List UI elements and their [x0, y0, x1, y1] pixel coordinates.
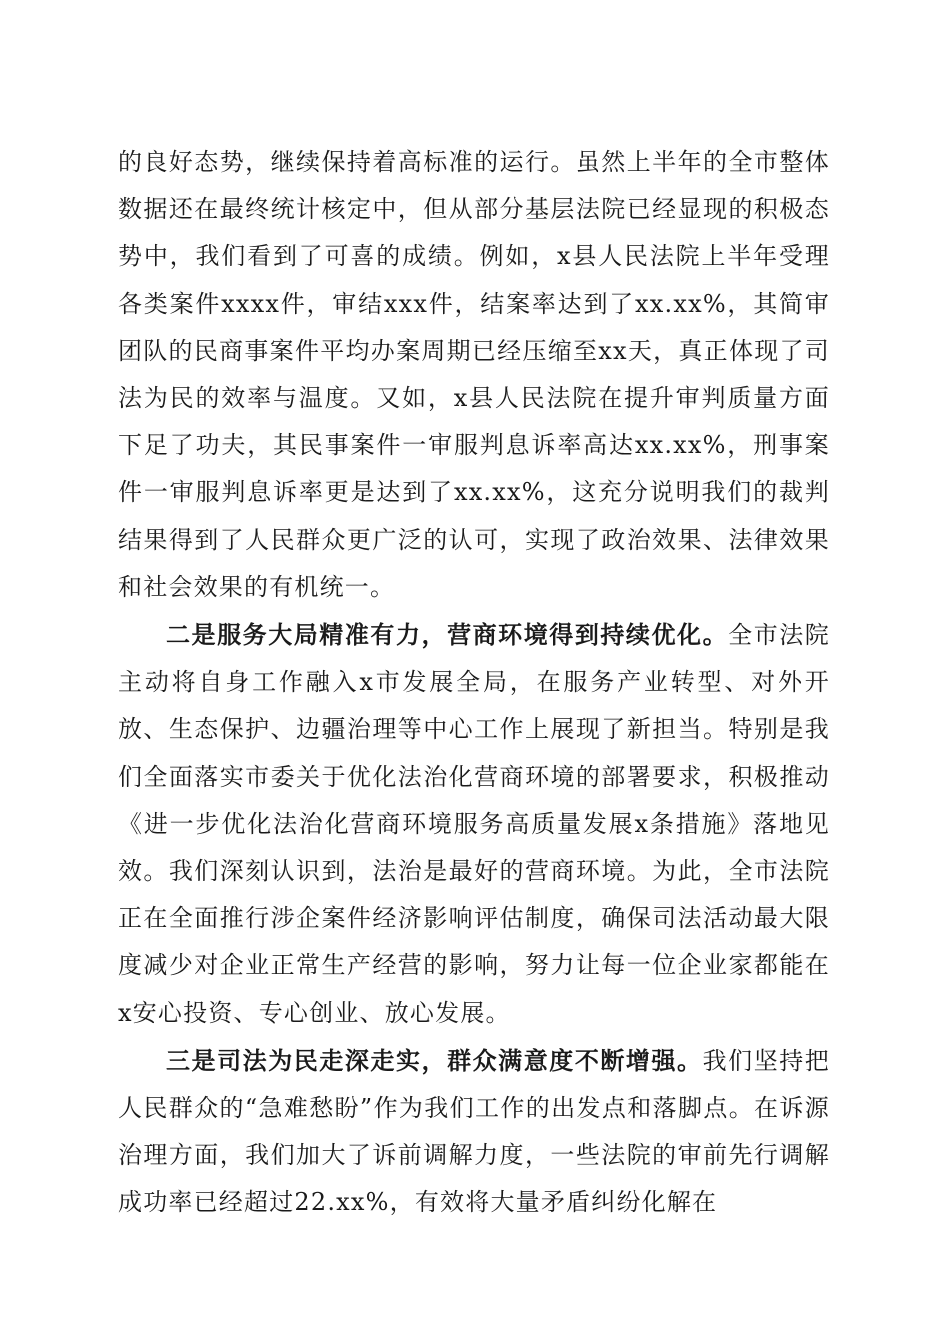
document-body [118, 138, 830, 1227]
paragraph-continuation [118, 138, 830, 611]
paragraph-text: 我们坚持把人民群众的“急难愁盼”作为我们工作的出发点和落脚点。在诉源治理方面，我们加大了诉前调解力度，一些法院的审前先行调解成功率已经超过22.xx%，有效将大量矛盾纠纷化解在 [118, 1046, 831, 1217]
paragraph-justice-for-people [118, 1037, 830, 1227]
paragraph-text: 全市法院主动将自身工作融入x市发展全局，在服务产业转型、对外开放、生态保护、边疆治理等中心工作上展现了新担当。特别是我们全面落实市委关于优化法治化营商环境的部署要求，积极推动《进一步优化法治化营商环境服务高质量发展x条措施》落地见效。我们深刻认识到，法治是最好的营商环境。为此，全市法院正在全面推行涉企案件经济影响评估制度，确保司法活动最大限度减少对企业正常生产经营的影响，努力让每一位企业家都能在x安心投资、专心创业、放心发展。 [118, 621, 830, 1027]
paragraph-lead: 二是服务大局精准有力，营商环境得到持续优化。 [166, 620, 729, 650]
paragraph-business-environment [118, 611, 830, 1037]
paragraph-text: 的良好态势，继续保持着高标准的运行。虽然上半年的全市整体数据还在最终统计核定中，但从部分基层法院已经显现的积极态势中，我们看到了可喜的成绩。例如，x县人民法院上半年受理各类案件xxxx件，审结xxx件，结案率达到了xx.xx%，其简审团队的民商事案件平均办案周期已经压缩至xx天，真正体现了司法为民的效率与温度。又如，x县人民法院在提升审判质量方面下足了功夫，其民事案件一审服判息诉率高达xx.xx%，刑事案件一审服判息诉率更是达到了xx.xx%，这充分说明我们的裁判结果得到了人民群众更广泛的认可，实现了政治效果、法律效果和社会效果的有机统一。 [118, 148, 830, 601]
paragraph-lead: 三是司法为民走深走实，群众满意度不断增强。 [166, 1045, 703, 1075]
